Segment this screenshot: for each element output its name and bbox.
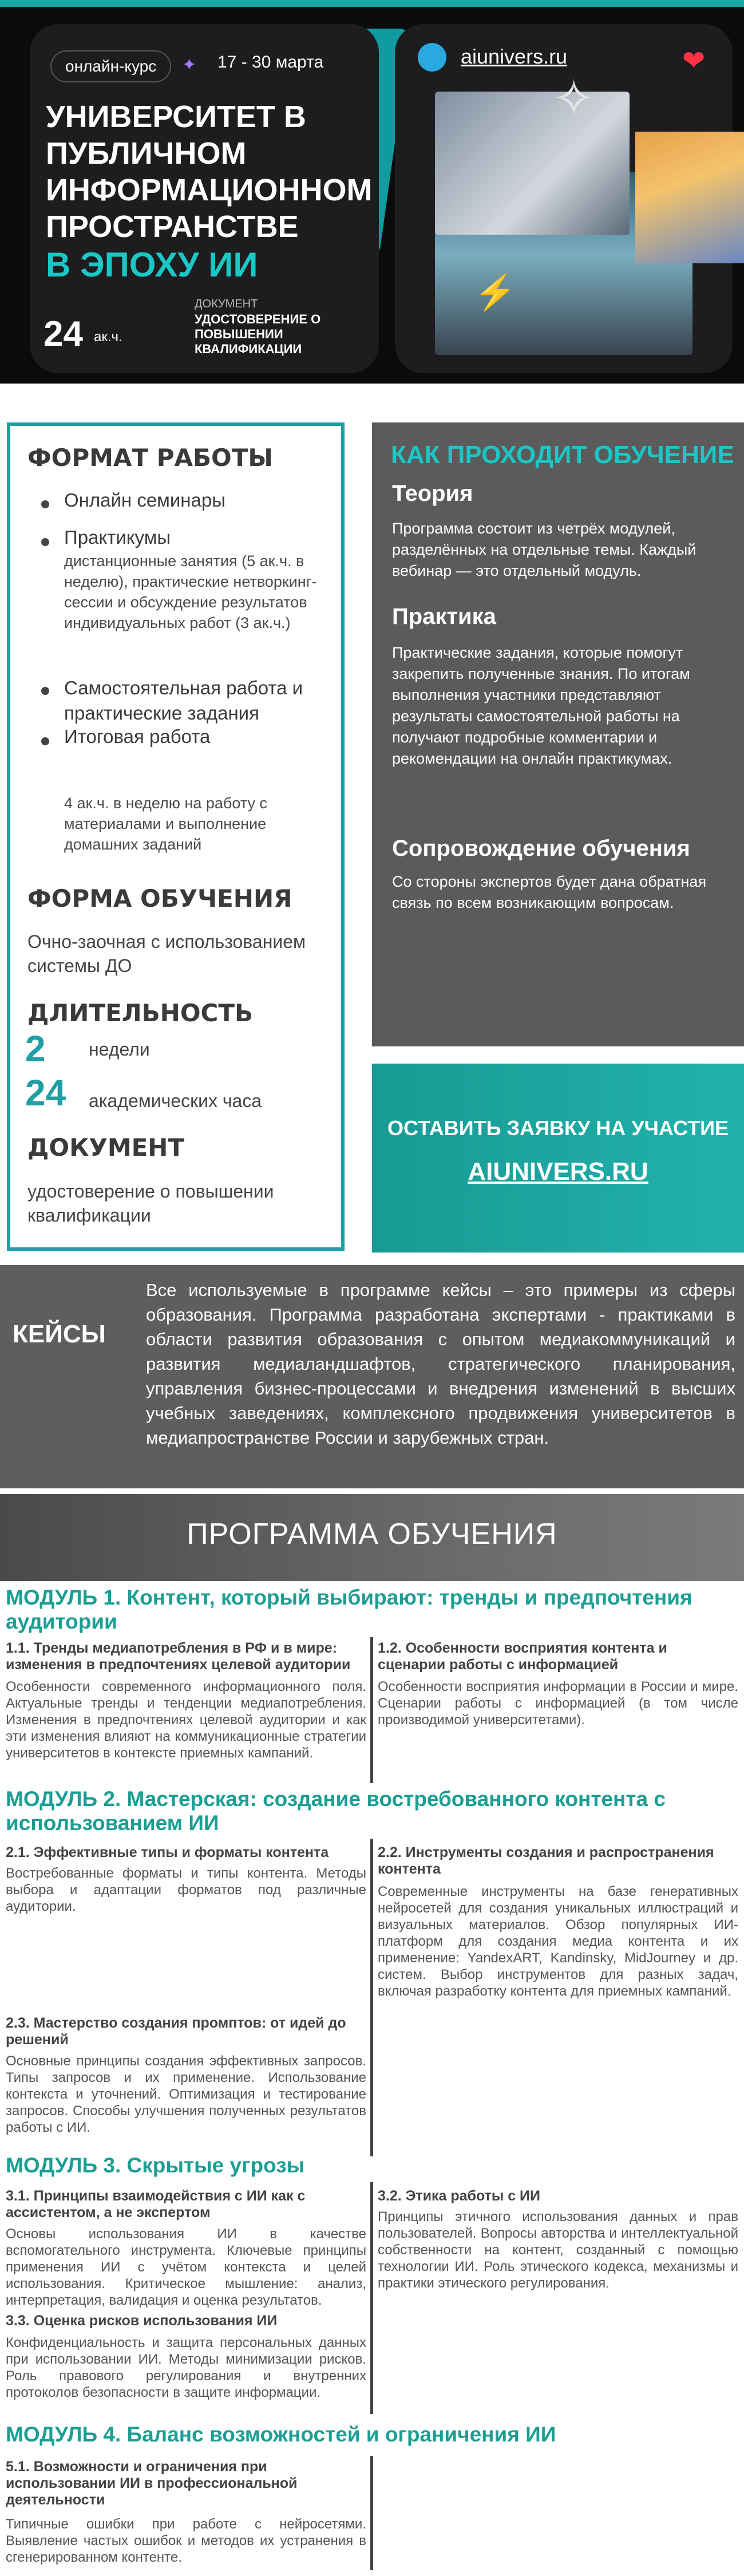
format-item-note: дистанционные занятия (5 ак.ч. в неделю), практические нетворкинг-сессии и обсуждение результатов индивидуальных работ (3 ак.ч.) [64, 552, 317, 631]
module-3-topic-3-text: Конфиденциальность и защита персональных данных при использовании ИИ. Методы минимизации рисков. Роль правового регулирования и внутренних протоколов безопасности в защите информации. [6, 2335, 366, 2400]
program-title: ПРОГРАММА ОБУЧЕНИЯ [187, 1518, 557, 1551]
cases-label: КЕЙСЫ [13, 1320, 106, 1348]
study-form-title: ФОРМА ОБУЧЕНИЯ [27, 884, 292, 912]
hours-value: 24 [43, 314, 83, 354]
module-2-topic-1-text: Востребованные форматы и типы контента. Методы выбора и адаптации форматов под различные аудитории. [6, 1866, 366, 1914]
lightning-icon: ⚡ [474, 273, 517, 311]
module-2-topic-2-title: 2.2. Инструменты создания и распространения контента [378, 1844, 714, 1877]
bullet-icon [41, 687, 49, 695]
format-item: Самостоятельная работа и практические задания [64, 677, 303, 724]
heart-icon[interactable]: ❤ [682, 46, 706, 76]
theory-title: Теория [392, 481, 473, 506]
module-1-topic-1-text: Особенности современного информационного поля. Актуальные тренды и тенденции медиапотребления. Изменения в предпочтениях целевой аудитории и как эти изменения влияют на коммуникационные стратегии университетов в контексте приемных кампаний. [6, 1679, 366, 1761]
student-laptop-photo [435, 92, 630, 235]
how-title: КАК ПРОХОДИТ ОБУЧЕНИЕ [391, 441, 734, 469]
module-3-title: МОДУЛЬ 3. Скрытые угрозы [6, 2154, 305, 2177]
sparkle-icon: ✦ [182, 56, 197, 74]
bullet-icon [41, 500, 49, 508]
course-title: УНИВЕРСИТЕТ В ПУБЛИЧНОМ ИНФОРМАЦИОННОМ ПРОСТРАНСТВЕ [46, 100, 373, 244]
course-type-badge: онлайн-курс [50, 50, 171, 82]
module-2-title: МОДУЛЬ 2. Мастерская: создание востребованного контента с использованием ИИ [6, 1787, 666, 1835]
format-item: Итоговая работа [64, 726, 211, 747]
support-text: Со стороны экспертов будет дана обратная связь по всем возникающим вопросам. [392, 873, 707, 911]
module-3-topic-2-title: 3.2. Этика работы с ИИ [378, 2188, 540, 2204]
module-4-title: МОДУЛЬ 4. Баланс возможностей и ограничения ИИ [6, 2423, 556, 2446]
module-2-topic-1-title: 2.1. Эффективные типы и форматы контента [6, 1844, 329, 1860]
document-value: УДОСТОВЕРЕНИЕ О ПОВЫШЕНИИ КВАЛИФИКАЦИИ [195, 312, 321, 356]
course-title-accent: В ЭПОХУ ИИ [46, 246, 258, 284]
duration-hours-unit: академических часа [89, 1091, 262, 1111]
practice-text: Практические задания, которые помогут закрепить полученные знания. По итогам выполнения участники представляют результаты самостоятельной работы на получают подробные комментарии и рекомендации на онлайн практикумах. [392, 644, 690, 767]
course-dates: 17 - 30 марта [217, 53, 324, 72]
column-divider [370, 1839, 373, 2156]
module-3-topic-1-text: Основы использования ИИ в качестве вспомогательного инструмента. Ключевые принципы применения ИИ с учётом контекста и целей использования. Критическое мышление: анализ, интерпретация, валидация и оценка результатов. [6, 2226, 366, 2308]
globe-icon [418, 43, 446, 72]
format-item: Практикумы [64, 527, 171, 548]
hours-unit: ак.ч. [94, 329, 122, 345]
support-title: Сопровождение обучения [392, 836, 690, 861]
duration-hours-value: 24 [25, 1072, 66, 1113]
module-4-topic-1-text: Типичные ошибки при работе с нейросетями. Выявление частых ошибок и методов их устранения в сгенерированном контенте. [6, 2516, 366, 2565]
cases-text: Все используемые в программе кейсы – это примеры из сферы образования. Программа разработана экспертами - практиками в области развития образования с опытом медиакоммуникаций и развития медиаландшафтов, стратегического планирования, управления бизнес-процессами и внедрения изменений в высших учебных заведениях, комплексного продвижения университетов в медиапространстве России и зарубежных стран. [146, 1280, 735, 1448]
star-icon: ✧ [552, 70, 596, 128]
module-1-title: МОДУЛЬ 1. Контент, который выбирают: тренды и предпочтения аудитории [6, 1586, 692, 1633]
apply-link[interactable]: AIUNIVERS.RU [468, 1157, 648, 1186]
format-note: 4 ак.ч. в неделю на работу с материалами и выполнение домашних заданий [64, 795, 267, 853]
module-1-topic-2-title: 1.2. Особенности восприятия контента и сценарии работы с информацией [378, 1640, 667, 1673]
module-2-topic-3-title: 2.3. Мастерство создания промптов: от идей до решений [6, 2015, 346, 2048]
format-title: ФОРМАТ РАБОТЫ [27, 444, 273, 472]
column-divider [370, 2182, 373, 2414]
column-divider [370, 1637, 373, 1783]
duration-title: ДЛИТЕЛЬНОСТЬ [27, 999, 254, 1027]
format-item: Онлайн семинары [64, 489, 225, 511]
study-form-text: Очно-заочная с использованием системы ДО [27, 931, 306, 976]
bullet-icon [41, 538, 49, 546]
theory-text: Программа состоит из четрёх модулей, разделённых на отдельные темы. Каждый вебинар — это отдельный модуль. [392, 520, 696, 579]
module-3-topic-3-title: 3.3. Оценка рисков использования ИИ [6, 2313, 278, 2329]
document-title: ДОКУМЕНТ [27, 1133, 185, 1161]
module-2-topic-3-text: Основные принципы создания эффективных запросов. Типы запросов и их применение. Использование контекста и уточнений. Оптимизация и тестирование запросов. Способы улучшения полученных результатов работы с ИИ. [6, 2053, 366, 2135]
apply-button-label[interactable]: ОСТАВИТЬ ЗАЯВКУ НА УЧАСТИЕ [387, 1116, 729, 1140]
site-link[interactable]: aiunivers.ru [461, 45, 568, 68]
bullet-icon [41, 737, 49, 745]
module-2-topic-2-text: Современные инструменты на базе генеративных нейросетей для создания уникальных иллюстраций и визуальных материалов. Обзор популярных ИИ-платформ для создания медиа контента и их применение: YandexART, Kandinsky, MidJourney и др. систем. Выбор инструментов для разных задач, включая разработку контента для приемных кампаний. [378, 1884, 738, 1999]
column-divider [370, 2456, 373, 2570]
illustrated-student-image [635, 132, 744, 263]
document-text: удостоверение о повышении квалификации [27, 1181, 274, 1226]
module-1-topic-1-title: 1.1. Тренды медиапотребления в РФ и в мире: изменения в предпочтениях целевой аудитории [6, 1640, 351, 1673]
document-label: ДОКУМЕНТ [195, 298, 258, 310]
module-3-topic-2-text: Принципы этичного использования данных и прав пользователей. Вопросы авторства и интеллектуальной собственности на контент, созданный с помощью технологии ИИ. Роль этического кодекса, механизмы и практики этического регулирования. [378, 2209, 738, 2291]
practice-title: Практика [392, 604, 496, 629]
module-1-topic-2-text: Особенности восприятия информации в России и мире. Сценарии работы с информацией (в том числе производимой университетами). [378, 1679, 738, 1728]
hero-top-bar [0, 0, 744, 7]
duration-weeks-value: 2 [25, 1028, 46, 1069]
duration-weeks-unit: недели [89, 1039, 150, 1060]
module-4-topic-1-title: 5.1. Возможности и ограничения при использовании ИИ в профессиональной деятельности [6, 2459, 298, 2508]
module-3-topic-1-title: 3.1. Принципы взаимодействия с ИИ как с ассистентом, а не экспертом [6, 2188, 306, 2221]
